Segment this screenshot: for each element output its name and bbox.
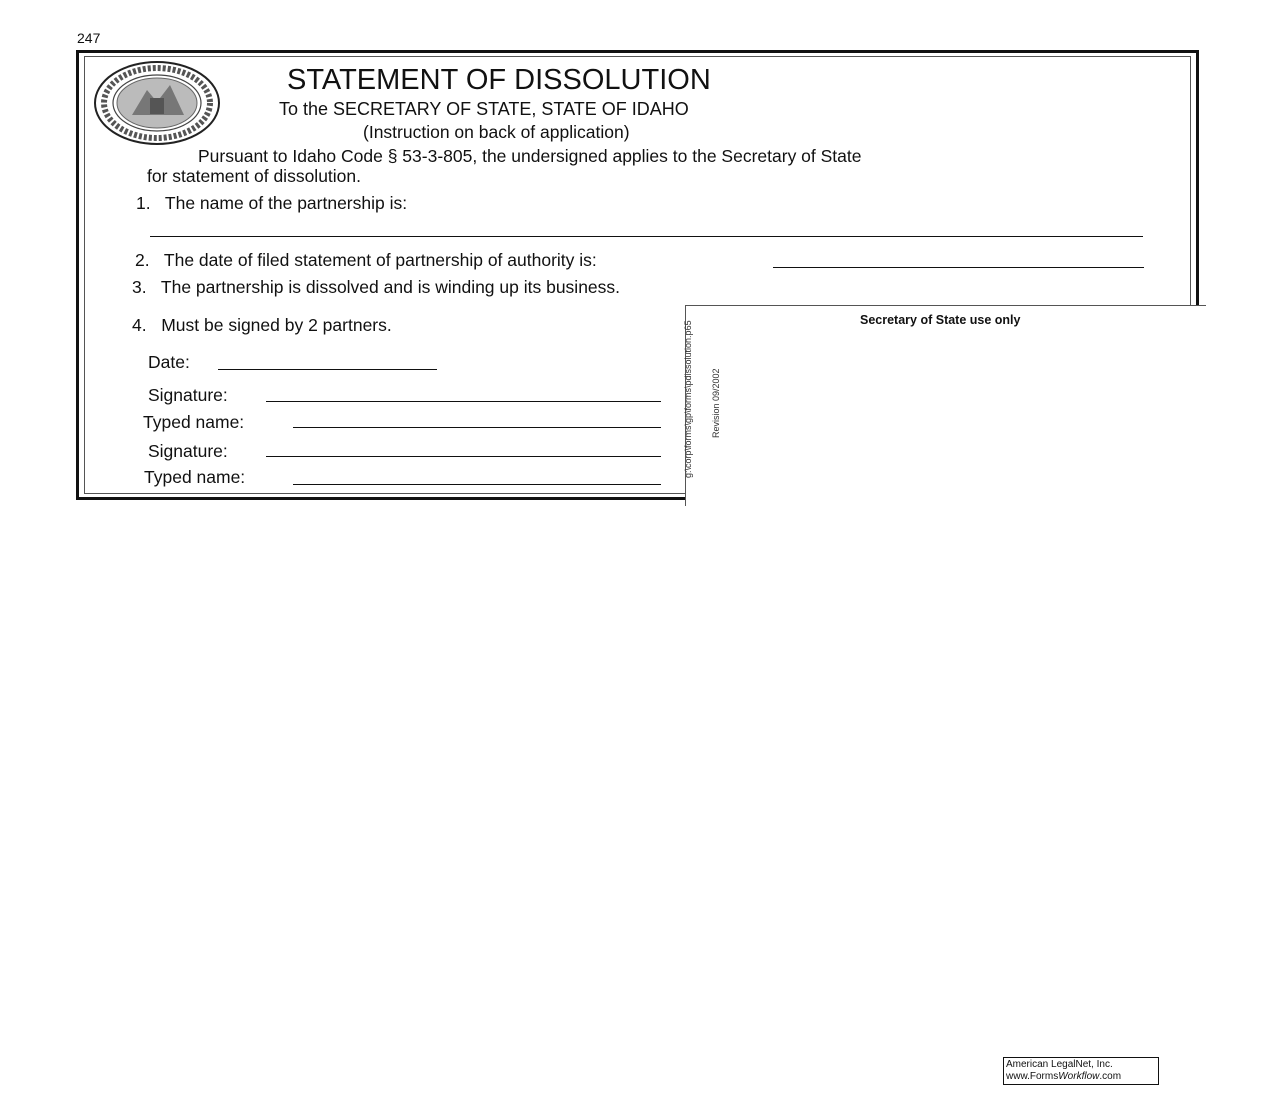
signature-2-field[interactable] [266, 456, 661, 457]
revision-text: Revision 09/2002 [711, 368, 721, 438]
item-3: 3. The partnership is dissolved and is winding up its business. [132, 277, 621, 297]
partnership-name-field[interactable] [150, 236, 1143, 237]
filed-date-field[interactable] [773, 267, 1144, 268]
signature-1-field[interactable] [266, 401, 661, 402]
date-label: Date: [148, 352, 190, 372]
idaho-seal-icon [92, 60, 222, 146]
file-path-text: g:\corp\forms\gp\forms\pdissolution.p65 [683, 320, 693, 478]
form-subtitle: To the SECRETARY OF STATE, STATE OF IDAHO [279, 99, 689, 119]
item-2: 2. The date of filed statement of partnership of authority is: [135, 250, 597, 270]
signature-2-label: Signature: [148, 441, 228, 461]
secretary-of-state-use-box [685, 305, 1206, 506]
sos-use-only-label: Secretary of State use only [860, 313, 1021, 327]
typed-name-2-label: Typed name: [144, 467, 246, 487]
form-title: STATEMENT OF DISSOLUTION [287, 64, 711, 96]
signature-1-label: Signature: [148, 385, 228, 405]
instruction-note: (Instruction on back of application) [363, 122, 630, 142]
footer-line1: American LegalNet, Inc. [1006, 1059, 1113, 1070]
item-1: 1. The name of the partnership is: [136, 193, 408, 213]
footer-line2: www.FormsWorkflow.com [1006, 1071, 1122, 1082]
typed-name-1-field[interactable] [293, 427, 661, 428]
typed-name-1-label: Typed name: [143, 412, 245, 432]
intro-text-line1: Pursuant to Idaho Code § 53-3-805, the undersigned applies to the Secretary of State [198, 146, 862, 166]
page-number: 247 [77, 30, 101, 46]
item-4: 4. Must be signed by 2 partners. [132, 315, 392, 335]
footer-legalnet-box [1003, 1057, 1159, 1085]
date-field[interactable] [218, 369, 437, 370]
typed-name-2-field[interactable] [293, 484, 661, 485]
intro-text-line2: for statement of dissolution. [147, 166, 361, 186]
